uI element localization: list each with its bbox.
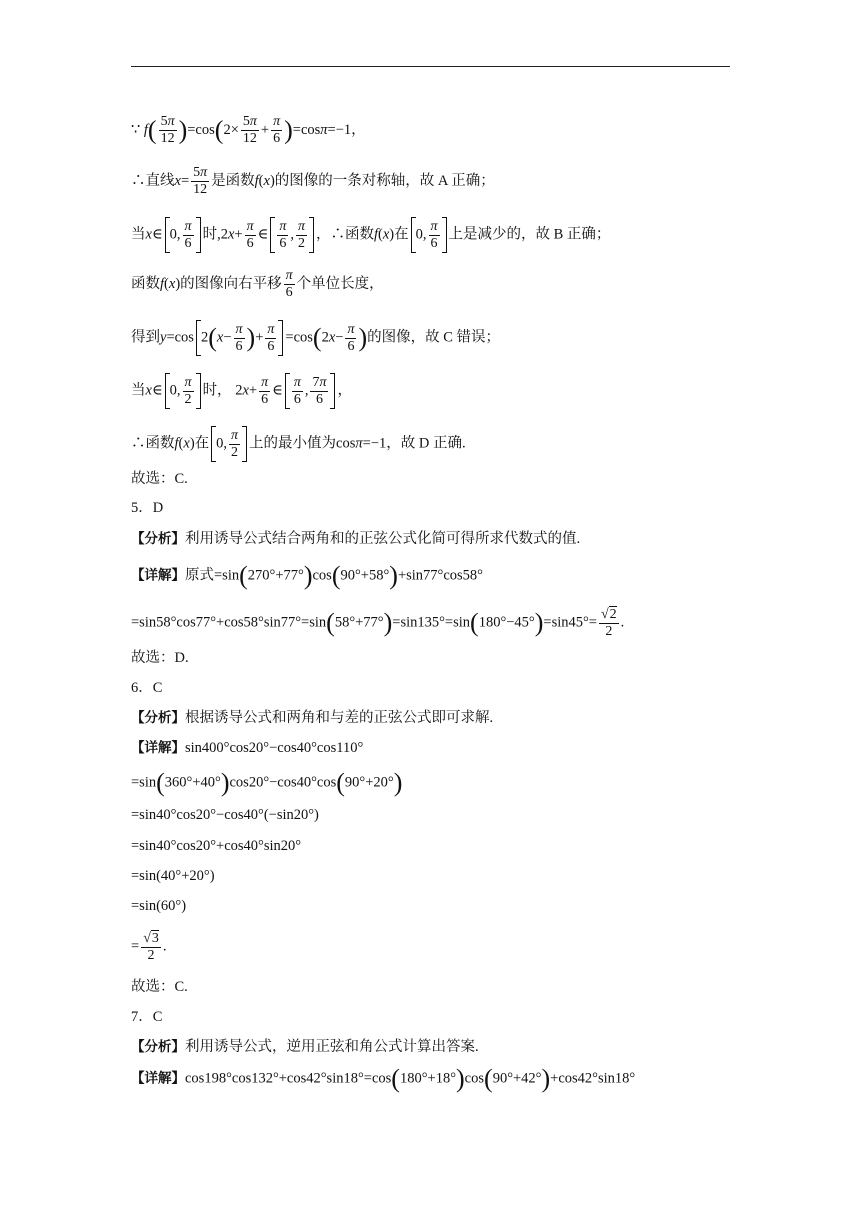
q6-step-6: = $\frac{√3}{2}$ . xyxy=(131,931,167,963)
equation-f-5pi-12: ∵ f( $\frac{5\pi}{12}$ )=cos(2× $\frac{5\pi}{12}$ + $\frac{\pi}{6}$ )=cosπ=−1， xyxy=(131,114,366,146)
q6-detail: 【详解】sin400°cos20°−cos40°cos110° xyxy=(131,740,364,756)
q6-step-5: =sin(60°) xyxy=(131,898,187,914)
answer-5: 故选：D. xyxy=(131,650,189,666)
header-rule xyxy=(131,66,730,67)
decreasing-interval-line: 当x∈ 0, $\frac{\pi}{6}$ 时,2x+ $\frac{\pi}{6}$ ∈ $\frac{\pi}{6}$ , $\frac{\pi}{2}$ ，∴函数f(x)在 0, $\frac{\pi}{6}$ 上是减少的，故 B 正确； xyxy=(131,217,610,253)
q5-analysis: 【分析】利用诱导公式结合两角和的正弦公式化简可得所求代数式的值. xyxy=(131,531,581,547)
range-line: 当x∈ 0, $\frac{\pi}{2}$ 时， 2x+ $\frac{\pi}{6}$ ∈ $\frac{\pi}{6}$ , $\frac{7\pi}{6}$ ， xyxy=(131,373,352,409)
question-5-heading: 5．D xyxy=(131,500,164,516)
shifted-function-line: 得到y=cos 2(x− $\frac{\pi}{6}$ )+ $\frac{\pi}{6}$ =cos(2x− $\frac{\pi}{6}$ )的图像，故 C 错误； xyxy=(131,320,500,356)
q6-step-4: =sin(40°+20°) xyxy=(131,868,215,884)
q6-analysis: 【分析】根据诱导公式和两角和与差的正弦公式即可求解. xyxy=(131,710,494,726)
question-6-heading: 6．C xyxy=(131,680,163,696)
question-7-heading: 7．C xyxy=(131,1009,163,1025)
minimum-line: ∴函数f(x)在 0, $\frac{\pi}{2}$ 上的最小值为cosπ=−1，故 D 正确. xyxy=(131,426,466,462)
symmetry-axis-line: ∴直线x= $\frac{5\pi}{12}$ 是函数f(x)的图像的一条对称轴，故 A 正确； xyxy=(131,165,495,197)
q6-step-2: =sin40°cos20°−cos40°(−sin20°) xyxy=(131,807,319,823)
q6-step-3: =sin40°cos20°+cos40°sin20° xyxy=(131,838,302,854)
q7-analysis: 【分析】利用诱导公式，逆用正弦和角公式计算出答案. xyxy=(131,1039,479,1055)
answer-6: 故选：C. xyxy=(131,979,188,995)
q5-detail-continued: =sin58°cos77°+cos58°sin77°=sin(58°+77°)=sin135°=sin(180°−45°)=sin45°= $\frac{√2}{2}$ . xyxy=(131,607,625,639)
q7-detail: 【详解】cos198°cos132°+cos42°sin18°=cos(180°+18°)cos(90°+42°)+cos42°sin18° xyxy=(131,1064,636,1093)
shift-line: 函数f(x)的图像向右平移 $\frac{\pi}{6}$ 个单位长度， xyxy=(131,268,384,300)
q5-detail: 【详解】原式=sin(270°+77°)cos(90°+58°)+sin77°cos58° xyxy=(131,561,483,590)
answer-4: 故选：C. xyxy=(131,471,188,487)
q6-step-1: =sin(360°+40°)cos20°−cos40°cos(90°+20°) xyxy=(131,768,403,797)
